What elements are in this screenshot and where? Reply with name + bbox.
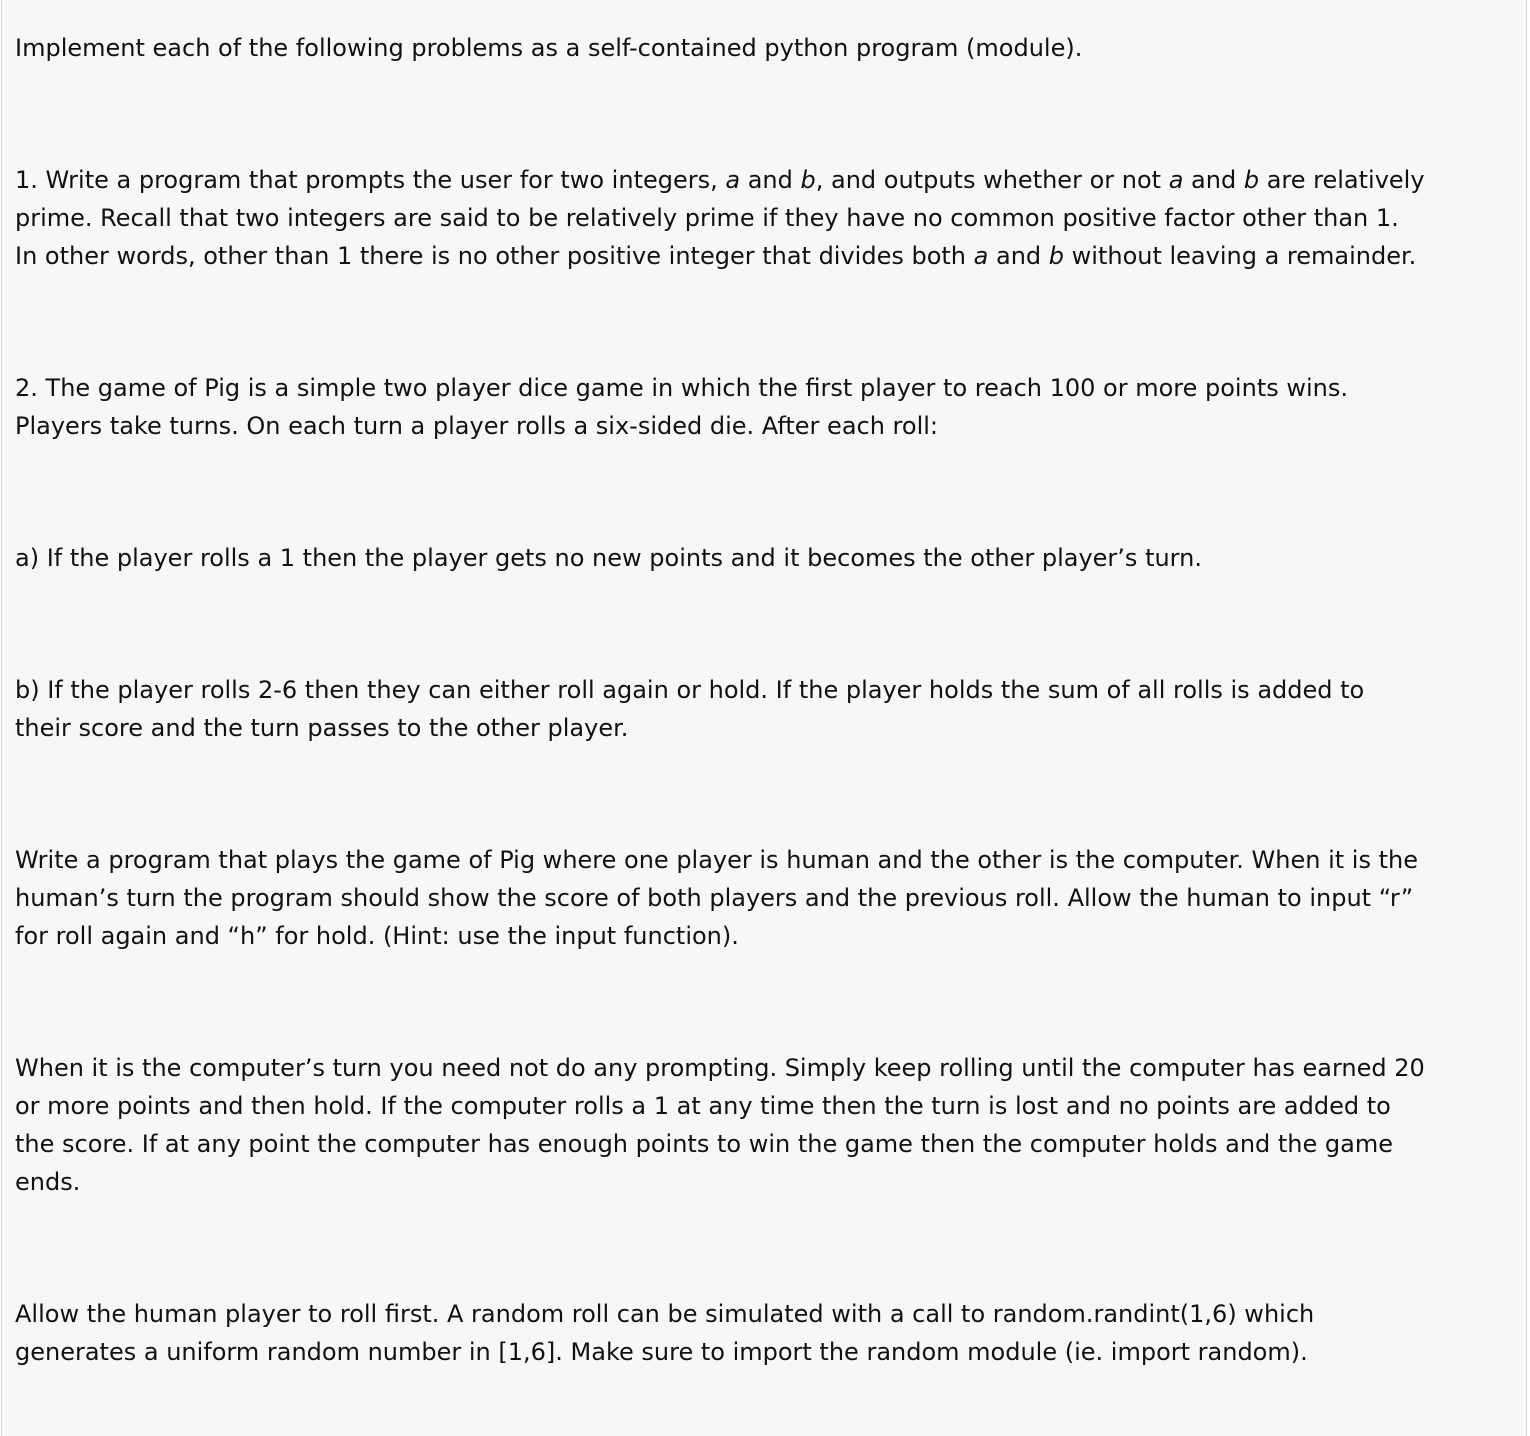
- computer-turn-line-4: ends.: [15, 1168, 81, 1196]
- human-turn-paragraph: [15, 841, 1515, 955]
- rule-b-paragraph: [15, 671, 1515, 747]
- rule-a-paragraph: [15, 539, 1515, 577]
- variable-b: b: [1048, 242, 1065, 270]
- document-page: [1, 0, 1527, 1436]
- rule-a-line: a) If the player rolls a 1 then the player gets no new points and it becomes the other player’s turn.: [15, 544, 1202, 572]
- problem-2-line-1: 2. The game of Pig is a simple two player dice game in which the first player to reach 100 or more points wins.: [15, 374, 1348, 402]
- variable-a: a: [725, 166, 741, 194]
- human-turn-line-3: for roll again and “h” for hold. (Hint: use the input function).: [15, 922, 739, 950]
- computer-turn-paragraph: [15, 1049, 1515, 1201]
- rule-b-line-1: b) If the player rolls 2-6 then they can either roll again or hold. If the player holds the sum of all rolls is added to: [15, 676, 1365, 704]
- variable-b: b: [1243, 166, 1260, 194]
- final-line-2: generates a uniform random number in [1,6]. Make sure to import the random module (ie. import random).: [15, 1338, 1308, 1366]
- rule-b-line-2: their score and the turn passes to the other player.: [15, 714, 629, 742]
- computer-turn-line-1: When it is the computer’s turn you need not do any prompting. Simply keep rolling until the computer has earned 20: [15, 1054, 1425, 1082]
- computer-turn-line-3: the score. If at any point the computer has enough points to win the game then the computer holds and the game: [15, 1130, 1393, 1158]
- problem-2-line-2: Players take turns. On each turn a player rolls a six-sided die. After each roll:: [15, 412, 939, 440]
- variable-b: b: [800, 166, 816, 194]
- problem-1-line-1: 1. Write a program that prompts the user for two integers, a and b, and outputs whether or not a and b are relatively: [15, 166, 1425, 194]
- human-turn-line-1: Write a program that plays the game of Pig where one player is human and the other is the computer. When it is the: [15, 846, 1418, 874]
- final-paragraph: [15, 1295, 1515, 1371]
- intro-paragraph: [15, 29, 1515, 67]
- variable-a: a: [1168, 166, 1184, 194]
- problem-1-line-3: In other words, other than 1 there is no other positive integer that divides both a and b without leaving a remainder.: [15, 242, 1417, 270]
- intro-line: Implement each of the following problems as a self-contained python program (module).: [15, 34, 1083, 62]
- final-line-1: Allow the human player to roll first. A random roll can be simulated with a call to random.randint(1,6) which: [15, 1300, 1315, 1328]
- human-turn-line-2: human’s turn the program should show the score of both players and the previous roll. Allow the human to input “r”: [15, 884, 1414, 912]
- problem-1-line-2: prime. Recall that two integers are said to be relatively prime if they have no common positive factor other than 1.: [15, 204, 1399, 232]
- problem-2-paragraph: [15, 369, 1515, 445]
- computer-turn-line-2: or more points and then hold. If the computer rolls a 1 at any time then the turn is lost and no points are added to: [15, 1092, 1391, 1120]
- variable-a: a: [973, 242, 989, 270]
- problem-1-paragraph: [15, 161, 1515, 275]
